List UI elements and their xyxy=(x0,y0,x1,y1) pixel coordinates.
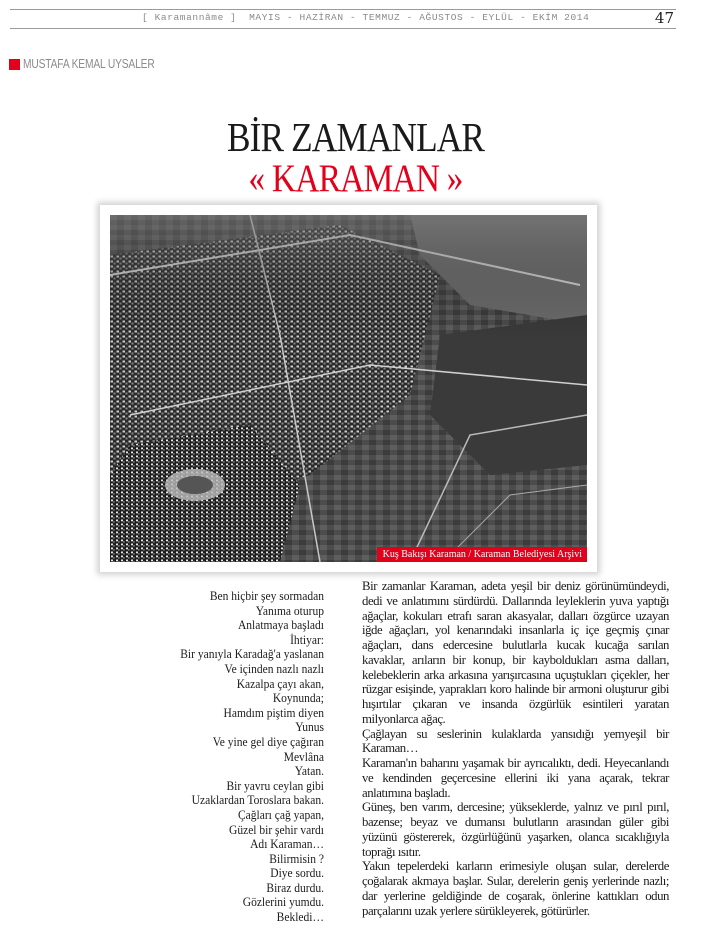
poem-line: Kazalpa çayı akan, xyxy=(236,676,324,691)
page-number: 47 xyxy=(654,9,674,27)
poem-line: Yunus xyxy=(295,720,324,735)
photo-caption: Kuş Bakışı Karaman / Karaman Belediyesi Arşivi xyxy=(377,547,587,562)
poem-line: Anlatmaya başladı xyxy=(237,618,324,633)
poem-line: Yatan. xyxy=(294,764,324,779)
poem-line: Adı Karaman… xyxy=(250,837,324,852)
byline xyxy=(9,57,183,71)
poem-line: Diye sordu. xyxy=(270,866,324,881)
author-name: MUSTAFA KEMAL UYSALER xyxy=(23,57,155,71)
poem-line: Hamdım piştim diyen xyxy=(223,705,324,720)
article-subtitle: « KARAMAN » xyxy=(248,157,463,200)
poem-line: Koynunda; xyxy=(272,691,324,706)
poem-line: Güzel bir şehir vardı xyxy=(229,822,324,837)
poem-line: Ben hiçbir şey sormadan xyxy=(209,589,324,603)
poem-line: Biraz durdu. xyxy=(266,880,324,895)
body-paragraph: Karaman'ın baharını yaşamak bir ayrıcalıktı, dedi. Heyecanlandı ve kendinden geçercesine ellerini iki yana açarak, tekrar anlatımına başladı. xyxy=(362,756,669,800)
poem-line: İhtiyar: xyxy=(290,632,324,647)
poem-line: Ve yine gel diye çağıran xyxy=(212,734,324,749)
photo-frame xyxy=(100,205,597,572)
article-title: BİR ZAMANLAR xyxy=(226,114,485,160)
body-paragraph: Yakın tepelerdeki karların erimesiyle oluşan sular, derelerde çoğalarak akmaya başlar. Sular, derelerin geniş yerlerinde nazlı; dar yerlerine geldiğinde de coşarak, önlerine kattıkları odun parçalarını uzak yerlere sürükleyerek, götürürler. xyxy=(362,859,669,918)
running-head xyxy=(10,9,676,29)
aerial-photo xyxy=(110,215,587,562)
poem-line: Ve içinden nazlı nazlı xyxy=(224,661,324,676)
byline-square-icon xyxy=(9,59,20,70)
poem-line: Bir yanıyla Karadağ'a yaslanan xyxy=(180,647,324,662)
body-paragraph: Bir zamanlar Karaman, adeta yeşil bir deniz görünümündeydi, dedi ve anlatımını sürdürdü. Dallarında leyleklerin yuva yaptığı ağaçlar, kokuları etrafı saran akasyalar, dalları özgürce uzayan iğde ağaçları, yol kenarındaki insanlarla iç içe geçmiş çınar ağaçları, dans edercesine bulutlarla kucak kucağa sarılan kavaklar, arıların bir konup, bir kayboldukları asma dalları, kelebeklerin arka arkasına yarışırcasına uçuştukları çiçekler, her rüzgar esişinde, yaprakları koro halinde bir armoni oluşturur gibi hışırtılar çıkaran ve insanda özgürlük esintileri yaratan milyonlarca ağaç. xyxy=(362,579,669,726)
aerial-photo-image xyxy=(110,215,587,562)
poem-line: Gözlerini yumdu. xyxy=(242,895,324,910)
poem-line: Bir yavru ceylan gibi xyxy=(226,778,324,793)
running-head-meta xyxy=(142,12,589,23)
poem-line: Uzaklardan Toroslara bakan. xyxy=(191,793,324,808)
body-paragraph: Güneş, ben varım, dercesine; yükseklerde, yalnız ve pırıl pırıl, bazense; beyaz ve dumansı bulutların arasından güler gibi yüzünü göstererek, özgürlüğünü yaşarken, olanca sıcaklığıyla toprağı ısıtır. xyxy=(362,800,669,859)
body-paragraph: Çağlayan su seslerinin kulaklarda yansıdığı yemyeşil bir Karaman… xyxy=(362,726,669,756)
poem-line: Bekledi… xyxy=(276,910,324,925)
poem-line: Mevlâna xyxy=(283,749,324,764)
poem-line: Bilirmisin ? xyxy=(269,851,324,866)
publication-name: [ Karamannâme ] xyxy=(142,12,237,23)
poem xyxy=(140,589,324,925)
poem-line: Yanıma oturup xyxy=(255,603,324,618)
issue-months: MAYIS - HAZİRAN - TEMMUZ - AĞUSTOS - EYLÜL - EKİM 2014 xyxy=(249,12,590,23)
article-body xyxy=(362,579,669,918)
poem-line: Çağları çağ yapan, xyxy=(237,807,324,822)
